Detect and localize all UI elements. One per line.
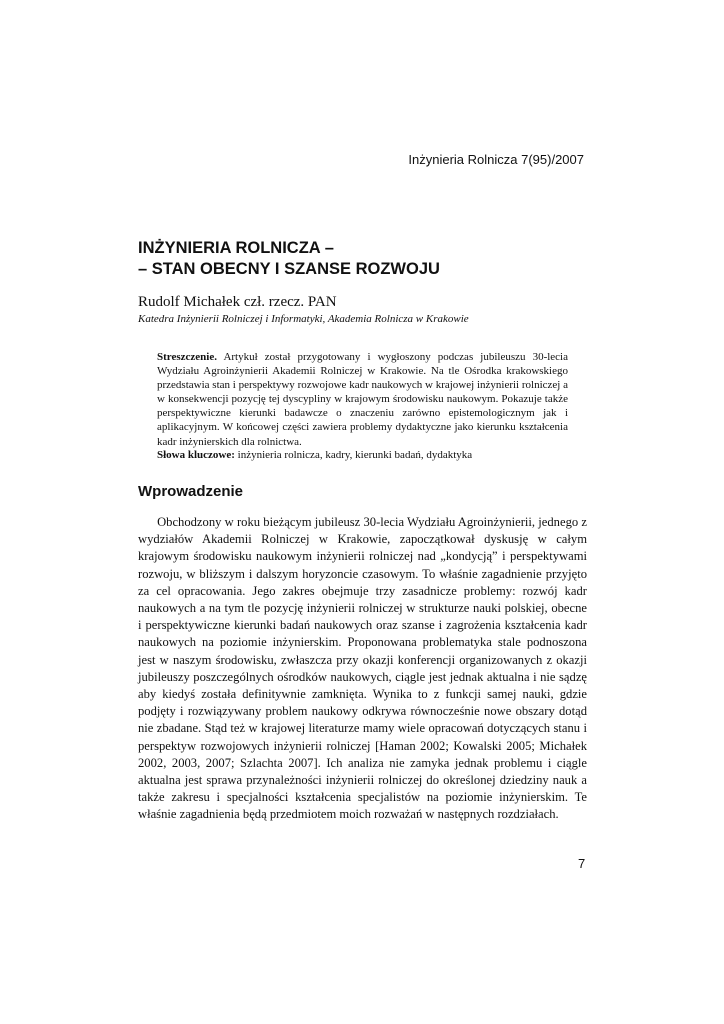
author-name: Rudolf Michałek czł. rzecz. PAN	[138, 294, 337, 310]
abstract	[157, 350, 568, 449]
body-paragraph-text: Obchodzony w roku bieżącym jubileusz 30-lecia Wydziału Agroinżynierii, jednego z wydziałów Akademii Rolniczej w Krakowie, zapoczątkował dyskusję w całym krajowym środowisku naukowym inżynierii rolniczej nad „kondycją” i perspektywami rozwoju, w bliższym i dalszym horyzoncie czasowym. To właśnie zagadnienie przyjęto za cel opracowania. Jego zakres obejmuje trzy zasadnicze problemy: rozwój kadr naukowych a na tym tle pozycję inżynierii rolniczej w strukturze nauki polskiej, obecne i perspektywiczne kierunki badań naukowych oraz szanse i zagrożenia kształcenia kadr naukowych na poziomie inżynierskim. Proponowana problematyka stale podnoszona jest w naszym środowisku, zwłaszcza przy okazji konferencji organizowanych z okazji jubileuszy poszczególnych ośrodków naukowych, ciągle jest jednak aktualna i nie sądzę aby kiedyś została definitywnie zamknięta. Wynika to z funkcji samej nauki, gdzie podjęty i rozwiązywany problem naukowy odkrywa równocześnie nowe obszary dotąd nie zbadane. Stąd też w krajowej literaturze mamy wiele opracowań dotyczących stanu i perspektyw rozwojowych inżynierii rolniczej [Haman 2002; Kowalski 2005; Michałek 2002, 2003, 2007; Szlachta 2007]. Ich analiza nie zamyka jednak problemu i ciągle aktualna jest sprawa przynależności inżynierii rolniczej do określonej dziedziny nauk a także zakresu i specjalności kształcenia specjalistów na poziomie inżynierskim. Te właśnie zagadnienia będą przedmiotem moich rozważań w następnych rozdziałach.	[138, 515, 587, 822]
journal-header: Inżynieria Rolnicza 7(95)/2007	[408, 152, 584, 167]
abstract-label: Streszczenie.	[157, 351, 217, 363]
keywords	[157, 449, 577, 461]
section-heading: Wprowadzenie	[138, 483, 244, 500]
article-title	[138, 238, 598, 280]
keywords-text: inżynieria rolnicza, kadry, kierunki badań, dydaktyka	[237, 449, 473, 461]
body-paragraph	[138, 514, 587, 824]
keywords-label: Słowa kluczowe:	[157, 449, 235, 461]
title-line-2: – STAN OBECNY I SZANSE ROZWOJU	[138, 260, 440, 278]
page-number: 7	[578, 856, 586, 871]
abstract-text: Artykuł został przygotowany i wygłoszony podczas jubileuszu 30-lecia Wydziału Agroinżynierii Akademii Rolniczej w Krakowie. Na tle Ośrodka krakowskiego przedstawia stan i perspektywy rozwojowe kadr naukowych w krajowej inżynierii rolniczej a w konsekwencji pozycję tej dyscypliny w krajowym środowisku naukowym. Pokazuje także perspektywiczne kierunki badawcze o znaczeniu zarówno epistemologicznym jak i aplikacyjnym. W końcowej części zawiera problemy dydaktyczne jako kierunku kształcenia kadr inżynierskich dla rolnictwa.	[157, 351, 568, 448]
title-line-1: INŻYNIERIA ROLNICZA –	[138, 239, 334, 257]
author-affiliation: Katedra Inżynierii Rolniczej i Informatyki, Akademia Rolnicza w Krakowie	[138, 313, 469, 325]
